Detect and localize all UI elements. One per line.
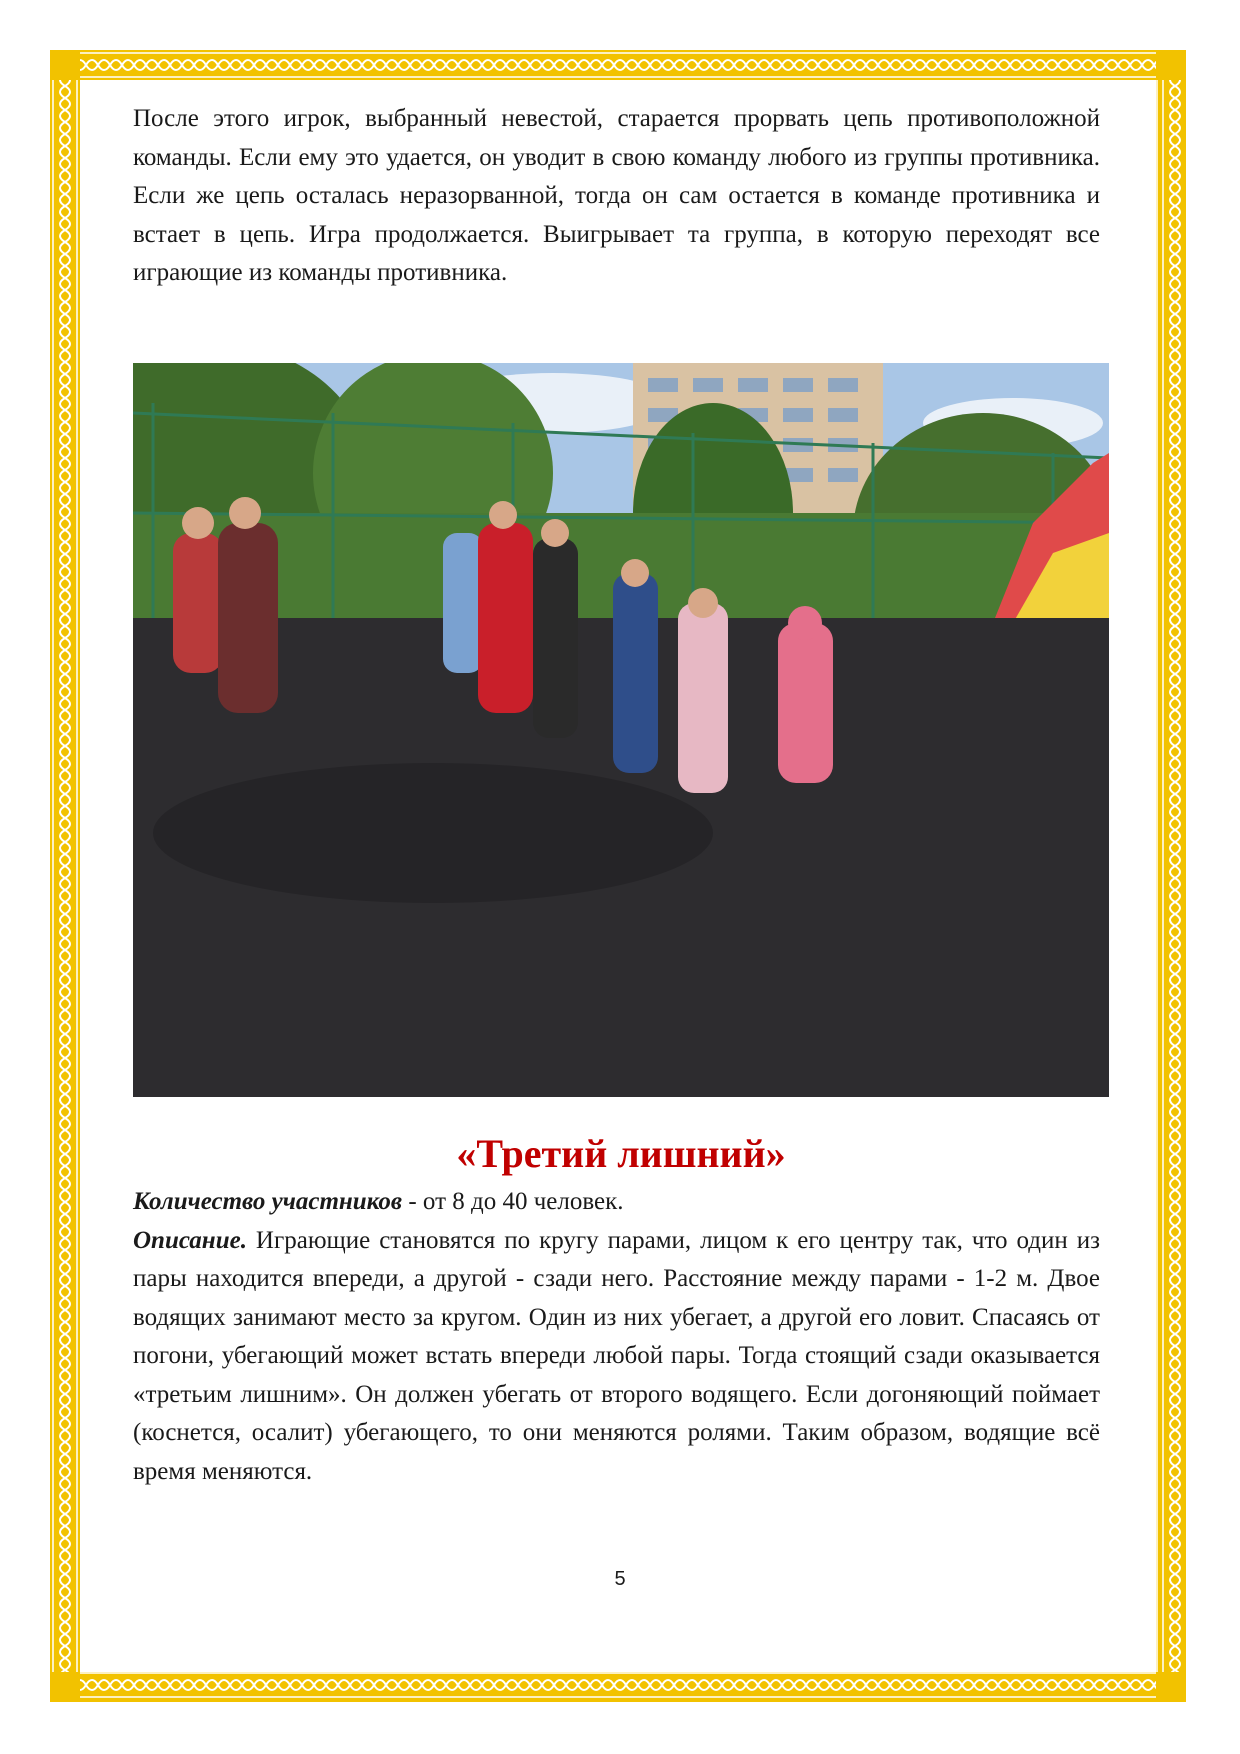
participants-line [133, 1183, 1100, 1222]
intro-paragraph: После этого игрок, выбранный невестой, старается прорвать цепь противоположной команды. Если ему это удается, он уводит в свою команду любого из группы противника. Если же цепь осталась неразорванной, тогда он сам остается в команде противника и встает в цепь. Игра продолжается. Выигрывает та группа, в которую переходят все играющие из команды противника. [133, 105, 1100, 286]
page-number: 5 [614, 1568, 626, 1590]
participants-label: Количество участников [133, 1188, 403, 1215]
description-text: Играющие становятся по кругу парами, лицом к его центру так, что один из пары находится впереди, а другой - сзади него. Расстояние между парами - 1-2 м. Двое водящих занимают место за кругом. Один из них убегает, а другой его ловит. Спасаясь от погони, убегающий может встать впереди любой пары. Тогда стоящий сзади оказывается «третьим лишним». Он должен убегать от второго водящего. Если догоняющий поймает (коснется, осалит) убегающего, то они меняются ролями. Таким образом, водящие всё время меняются. [133, 1226, 1100, 1485]
description-paragraph [133, 1222, 1100, 1492]
participants-text: - от 8 до 40 человек. [402, 1188, 624, 1215]
game-description-block [133, 1183, 1100, 1491]
game-title-heading: «Третий лишний» [456, 1131, 786, 1176]
description-label: Описание. [133, 1226, 247, 1254]
children-playing-photo [133, 363, 1109, 1097]
intro-paragraph-block [133, 100, 1100, 293]
